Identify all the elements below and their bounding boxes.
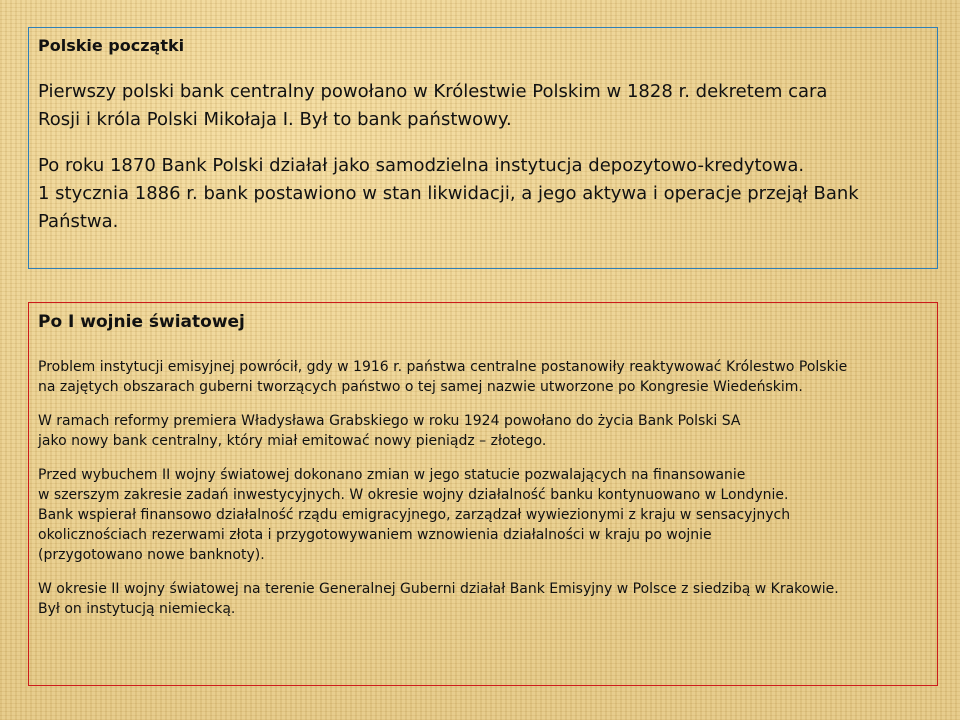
paragraph xyxy=(38,357,927,397)
text-line: W ramach reformy premiera Władysława Grabskiego w roku 1924 powołano do życia Bank Polski SA xyxy=(38,413,741,429)
text-line: na zajętych obszarach guberni tworzących państwo o tej samej nazwie utworzone po Kongresie Wiedeńskim. xyxy=(38,379,803,395)
text-line: Przed wybuchem II wojny światowej dokonano zmian w jego statucie pozwalających na finansowanie xyxy=(38,467,746,483)
section-heading: Po I wojnie światowej xyxy=(38,312,245,332)
text-line: w szerszym zakresie zadań inwestycyjnych. W okresie wojny działalność banku kontynuowano w Londynie. xyxy=(38,487,789,503)
text-line: 1 stycznia 1886 r. bank postawiono w stan likwidacji, a jego aktywa i operacje przejął Bank xyxy=(38,183,859,204)
text-line: Pierwszy polski bank centralny powołano w Królestwie Polskim w 1828 r. dekretem cara xyxy=(38,81,828,102)
paragraph xyxy=(38,465,927,565)
paragraph xyxy=(38,411,927,451)
text-line: jako nowy bank centralny, który miał emitować nowy pieniądz – złotego. xyxy=(38,433,547,449)
text-line: Po roku 1870 Bank Polski działał jako samodzielna instytucja depozytowo-kredytowa. xyxy=(38,155,805,176)
text-line: Był on instytucją niemiecką. xyxy=(38,601,236,617)
section-polskie-poczatki xyxy=(28,27,938,269)
text-line: okolicznościach rezerwami złota i przygotowywaniem wznowienia działalności w kraju po wojnie xyxy=(38,527,712,543)
text-line: Państwa. xyxy=(38,211,119,232)
text-line: Rosji i króla Polski Mikołaja I. Był to bank państwowy. xyxy=(38,109,512,130)
text-line: W okresie II wojny światowej na terenie Generalnej Guberni działał Bank Emisyjny w Polsce z siedzibą w Krakowie. xyxy=(38,581,839,597)
text-line: Bank wspierał finansowo działalność rządu emigracyjnego, zarządzał wywiezionymi z kraju w sensacyjnych xyxy=(38,507,791,523)
paragraph xyxy=(38,579,927,619)
paragraph xyxy=(38,152,927,236)
section-po-i-wojnie xyxy=(28,302,938,686)
text-line: (przygotowano nowe banknoty). xyxy=(38,547,265,563)
section-heading: Polskie początki xyxy=(38,36,185,55)
paragraph xyxy=(38,78,927,134)
text-line: Problem instytucji emisyjnej powrócił, gdy w 1916 r. państwa centralne postanowiły reaktywować Królestwo Polskie xyxy=(38,359,848,375)
